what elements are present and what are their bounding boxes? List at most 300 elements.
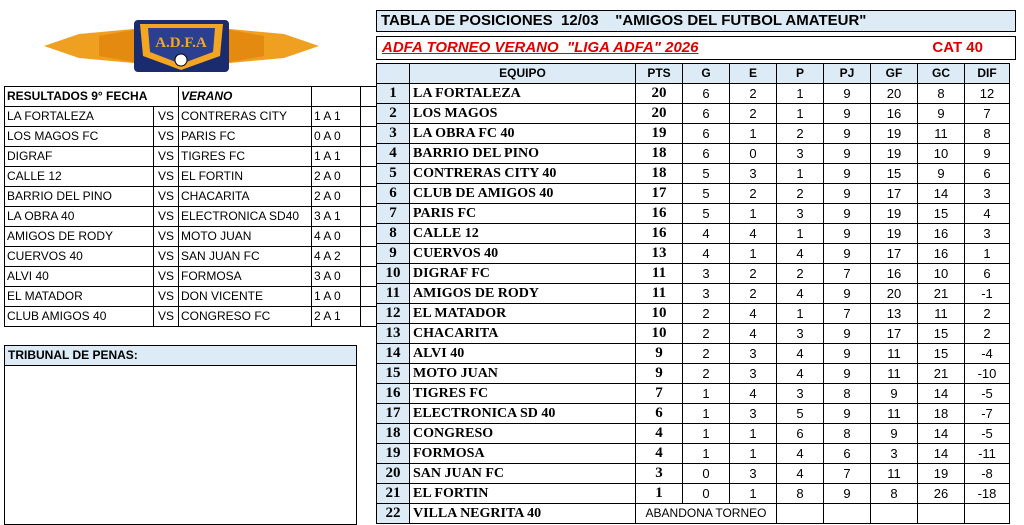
standings-row xyxy=(377,324,1010,344)
position-cell: 8 xyxy=(377,224,410,244)
stat-e: 2 xyxy=(730,184,777,204)
column-header: E xyxy=(730,64,777,84)
match-score: 1 A 1 xyxy=(312,107,361,127)
away-team: CHACARITA xyxy=(179,187,312,207)
position-cell: 10 xyxy=(377,264,410,284)
team-name: CLUB DE AMIGOS 40 xyxy=(410,184,636,204)
position-cell: 15 xyxy=(377,364,410,384)
standings-row xyxy=(377,244,1010,264)
stat-gc: 11 xyxy=(918,304,965,324)
stat-gf: 8 xyxy=(871,484,918,504)
results-title: RESULTADOS 9° FECHA xyxy=(5,87,179,107)
stat-gc: 18 xyxy=(918,404,965,424)
vs-label: VS xyxy=(154,307,179,327)
position-cell: 3 xyxy=(377,124,410,144)
match-score: 3 A 0 xyxy=(312,267,361,287)
stat-gc: 16 xyxy=(918,244,965,264)
standings-table xyxy=(376,63,1010,524)
empty-cell xyxy=(824,504,871,524)
stat-gc: 10 xyxy=(918,264,965,284)
team-name: CHACARITA xyxy=(410,324,636,344)
vs-label: VS xyxy=(154,207,179,227)
stat-pj: 6 xyxy=(824,444,871,464)
stat-e: 1 xyxy=(730,424,777,444)
stat-p: 3 xyxy=(777,204,824,224)
stat-gf: 20 xyxy=(871,284,918,304)
stat-e: 2 xyxy=(730,284,777,304)
stat-pts: 10 xyxy=(636,304,683,324)
stat-gf: 17 xyxy=(871,324,918,344)
stat-pj: 9 xyxy=(824,204,871,224)
stat-p: 4 xyxy=(777,244,824,264)
stat-gf: 15 xyxy=(871,164,918,184)
stat-pts: 4 xyxy=(636,444,683,464)
stat-p: 3 xyxy=(777,324,824,344)
standings-row xyxy=(377,224,1010,244)
stat-gc: 14 xyxy=(918,184,965,204)
standings-row xyxy=(377,264,1010,284)
team-name: CONGRESO xyxy=(410,424,636,444)
stat-pj: 9 xyxy=(824,284,871,304)
position-cell: 13 xyxy=(377,324,410,344)
stat-pts: 19 xyxy=(636,124,683,144)
tribunal-title: TRIBUNAL DE PENAS: xyxy=(5,346,356,366)
stat-p: 6 xyxy=(777,424,824,444)
stat-pts: 7 xyxy=(636,384,683,404)
stat-e: 3 xyxy=(730,404,777,424)
stat-pj: 9 xyxy=(824,84,871,104)
stat-dif: -5 xyxy=(965,424,1010,444)
match-row xyxy=(5,187,410,207)
stat-pj: 9 xyxy=(824,164,871,184)
empty-cell xyxy=(777,504,824,524)
stat-e: 4 xyxy=(730,384,777,404)
standings-row xyxy=(377,104,1010,124)
team-name: CONTRERAS CITY 40 xyxy=(410,164,636,184)
stat-g: 6 xyxy=(683,124,730,144)
standings-subtitle-bar xyxy=(376,36,1016,60)
match-score: 0 A 0 xyxy=(312,127,361,147)
team-name: BARRIO DEL PINO xyxy=(410,144,636,164)
vs-label: VS xyxy=(154,127,179,147)
stat-gf: 11 xyxy=(871,344,918,364)
stat-gf: 11 xyxy=(871,404,918,424)
stat-p: 8 xyxy=(777,484,824,504)
stat-gf: 11 xyxy=(871,364,918,384)
stat-g: 0 xyxy=(683,464,730,484)
stat-gf: 19 xyxy=(871,124,918,144)
stat-p: 1 xyxy=(777,104,824,124)
match-row xyxy=(5,247,410,267)
stat-p: 4 xyxy=(777,444,824,464)
position-cell: 16 xyxy=(377,384,410,404)
stat-g: 4 xyxy=(683,224,730,244)
stat-dif: -18 xyxy=(965,484,1010,504)
team-name: LOS MAGOS xyxy=(410,104,636,124)
away-team: FORMOSA xyxy=(179,267,312,287)
stat-gc: 14 xyxy=(918,424,965,444)
home-team: EL MATADOR xyxy=(5,287,154,307)
results-header-blank xyxy=(312,87,361,107)
stat-p: 5 xyxy=(777,404,824,424)
stat-g: 5 xyxy=(683,184,730,204)
away-team: PARIS FC xyxy=(179,127,312,147)
stat-p: 1 xyxy=(777,164,824,184)
stat-p: 4 xyxy=(777,364,824,384)
standings-row xyxy=(377,84,1010,104)
position-cell: 7 xyxy=(377,204,410,224)
stat-pts: 6 xyxy=(636,404,683,424)
match-score: 4 A 2 xyxy=(312,247,361,267)
stat-dif: 3 xyxy=(965,184,1010,204)
standings-row xyxy=(377,424,1010,444)
column-header: PJ xyxy=(824,64,871,84)
stat-e: 4 xyxy=(730,324,777,344)
stat-g: 2 xyxy=(683,364,730,384)
position-cell: 1 xyxy=(377,84,410,104)
empty-cell xyxy=(871,504,918,524)
stat-pj: 9 xyxy=(824,184,871,204)
team-name: ELECTRONICA SD 40 xyxy=(410,404,636,424)
stat-e: 0 xyxy=(730,144,777,164)
match-score: 3 A 1 xyxy=(312,207,361,227)
stat-pj: 9 xyxy=(824,104,871,124)
standings-row xyxy=(377,124,1010,144)
team-name: FORMOSA xyxy=(410,444,636,464)
stat-gc: 21 xyxy=(918,364,965,384)
home-team: AMIGOS DE RODY xyxy=(5,227,154,247)
stat-e: 2 xyxy=(730,84,777,104)
match-row xyxy=(5,107,410,127)
match-score: 2 A 0 xyxy=(312,187,361,207)
team-name: AMIGOS DE RODY xyxy=(410,284,636,304)
match-score: 2 A 1 xyxy=(312,307,361,327)
stat-p: 3 xyxy=(777,144,824,164)
stat-pj: 9 xyxy=(824,364,871,384)
position-cell: 17 xyxy=(377,404,410,424)
match-row xyxy=(5,147,410,167)
stat-e: 1 xyxy=(730,124,777,144)
stat-gf: 9 xyxy=(871,384,918,404)
away-team: CONTRERAS CITY xyxy=(179,107,312,127)
standings-row xyxy=(377,184,1010,204)
stat-dif: -11 xyxy=(965,444,1010,464)
stat-p: 2 xyxy=(777,264,824,284)
stat-dif: -1 xyxy=(965,284,1010,304)
stat-dif: 3 xyxy=(965,224,1010,244)
away-team: MOTO JUAN xyxy=(179,227,312,247)
stat-g: 2 xyxy=(683,304,730,324)
stat-pts: 18 xyxy=(636,144,683,164)
stat-dif: 9 xyxy=(965,144,1010,164)
vs-label: VS xyxy=(154,187,179,207)
stat-pj: 7 xyxy=(824,264,871,284)
stat-pts: 11 xyxy=(636,284,683,304)
empty-cell xyxy=(918,504,965,524)
position-cell: 6 xyxy=(377,184,410,204)
stat-dif: -4 xyxy=(965,344,1010,364)
stat-g: 3 xyxy=(683,264,730,284)
home-team: BARRIO DEL PINO xyxy=(5,187,154,207)
home-team: CUERVOS 40 xyxy=(5,247,154,267)
stat-pts: 9 xyxy=(636,364,683,384)
stat-dif: -5 xyxy=(965,384,1010,404)
standings-row xyxy=(377,364,1010,384)
stat-e: 4 xyxy=(730,304,777,324)
stat-gc: 19 xyxy=(918,464,965,484)
home-team: LA OBRA 40 xyxy=(5,207,154,227)
stat-p: 3 xyxy=(777,384,824,404)
standings-row-abandoned xyxy=(377,504,1010,524)
match-score: 1 A 1 xyxy=(312,147,361,167)
category-label: CAT 40 xyxy=(932,39,983,56)
stat-g: 3 xyxy=(683,284,730,304)
empty-cell xyxy=(965,504,1010,524)
stat-gc: 14 xyxy=(918,444,965,464)
stat-dif: 12 xyxy=(965,84,1010,104)
header-blank xyxy=(377,64,410,84)
match-row xyxy=(5,207,410,227)
position-cell: 4 xyxy=(377,144,410,164)
position-cell: 20 xyxy=(377,464,410,484)
stat-gc: 14 xyxy=(918,384,965,404)
team-name: TIGRES FC xyxy=(410,384,636,404)
standings-row xyxy=(377,384,1010,404)
stat-g: 0 xyxy=(683,484,730,504)
stat-pts: 13 xyxy=(636,244,683,264)
stat-pj: 9 xyxy=(824,324,871,344)
standings-row xyxy=(377,284,1010,304)
team-name: MOTO JUAN xyxy=(410,364,636,384)
vs-label: VS xyxy=(154,247,179,267)
stat-p: 4 xyxy=(777,464,824,484)
standings-row xyxy=(377,444,1010,464)
stat-pts: 20 xyxy=(636,84,683,104)
position-cell: 12 xyxy=(377,304,410,324)
stat-e: 2 xyxy=(730,104,777,124)
match-score: 4 A 0 xyxy=(312,227,361,247)
standings-row xyxy=(377,144,1010,164)
stat-pj: 7 xyxy=(824,304,871,324)
stat-gc: 9 xyxy=(918,104,965,124)
stat-g: 2 xyxy=(683,324,730,344)
tournament-name: ADFA TORNEO VERANO "LIGA ADFA" 2026 xyxy=(382,39,699,56)
stat-gf: 17 xyxy=(871,184,918,204)
stat-pj: 7 xyxy=(824,464,871,484)
position-cell: 21 xyxy=(377,484,410,504)
stat-dif: -7 xyxy=(965,404,1010,424)
standings-row xyxy=(377,204,1010,224)
stat-e: 1 xyxy=(730,484,777,504)
column-header: DIF xyxy=(965,64,1010,84)
vs-label: VS xyxy=(154,167,179,187)
home-team: LOS MAGOS FC xyxy=(5,127,154,147)
stat-p: 1 xyxy=(777,224,824,244)
stat-g: 1 xyxy=(683,424,730,444)
column-header: PTS xyxy=(636,64,683,84)
team-name: ALVI 40 xyxy=(410,344,636,364)
stat-dif: 4 xyxy=(965,204,1010,224)
stat-pj: 9 xyxy=(824,484,871,504)
vs-label: VS xyxy=(154,267,179,287)
team-name: LA FORTALEZA xyxy=(410,84,636,104)
match-row xyxy=(5,287,410,307)
abandoned-note: ABANDONA TORNEO xyxy=(636,504,777,524)
stat-pts: 18 xyxy=(636,164,683,184)
stat-e: 1 xyxy=(730,244,777,264)
standings-row xyxy=(377,164,1010,184)
stat-p: 2 xyxy=(777,124,824,144)
stat-g: 1 xyxy=(683,444,730,464)
stat-g: 5 xyxy=(683,204,730,224)
stat-gf: 20 xyxy=(871,84,918,104)
match-row xyxy=(5,227,410,247)
logo-text: A.D.F.A xyxy=(155,35,207,51)
column-header: EQUIPO xyxy=(410,64,636,84)
standings-row xyxy=(377,464,1010,484)
stat-gc: 15 xyxy=(918,344,965,364)
home-team: DIGRAF xyxy=(5,147,154,167)
position-cell: 22 xyxy=(377,504,410,524)
team-name: CALLE 12 xyxy=(410,224,636,244)
stat-g: 5 xyxy=(683,164,730,184)
stat-gf: 13 xyxy=(871,304,918,324)
stat-p: 1 xyxy=(777,304,824,324)
match-row xyxy=(5,307,410,327)
results-header-row xyxy=(5,87,410,107)
standings-row xyxy=(377,404,1010,424)
tribunal-box xyxy=(4,345,357,525)
standings-title: TABLA DE POSICIONES 12/03 "AMIGOS DEL FUTBOL AMATEUR" xyxy=(376,10,1016,32)
stat-gc: 9 xyxy=(918,164,965,184)
stat-pj: 9 xyxy=(824,224,871,244)
stat-pj: 9 xyxy=(824,344,871,364)
stat-pj: 8 xyxy=(824,424,871,444)
position-cell: 2 xyxy=(377,104,410,124)
home-team: CLUB AMIGOS 40 xyxy=(5,307,154,327)
stat-dif: 1 xyxy=(965,244,1010,264)
stat-e: 3 xyxy=(730,344,777,364)
stat-p: 4 xyxy=(777,344,824,364)
stat-dif: -10 xyxy=(965,364,1010,384)
stat-pj: 9 xyxy=(824,144,871,164)
column-header: GC xyxy=(918,64,965,84)
stat-p: 2 xyxy=(777,184,824,204)
match-row xyxy=(5,267,410,287)
stat-e: 3 xyxy=(730,464,777,484)
stat-pts: 1 xyxy=(636,484,683,504)
stat-gf: 19 xyxy=(871,144,918,164)
stat-dif: 8 xyxy=(965,124,1010,144)
position-cell: 18 xyxy=(377,424,410,444)
team-name: VILLA NEGRITA 40 xyxy=(410,504,636,524)
match-score: 2 A 0 xyxy=(312,167,361,187)
standings-row xyxy=(377,484,1010,504)
stat-p: 4 xyxy=(777,284,824,304)
away-team: CONGRESO FC xyxy=(179,307,312,327)
stat-g: 2 xyxy=(683,344,730,364)
adfa-logo xyxy=(44,16,319,76)
away-team: SAN JUAN FC xyxy=(179,247,312,267)
stat-e: 1 xyxy=(730,204,777,224)
stat-e: 3 xyxy=(730,164,777,184)
team-name: EL FORTIN xyxy=(410,484,636,504)
stat-gc: 21 xyxy=(918,284,965,304)
stat-e: 1 xyxy=(730,444,777,464)
stat-gf: 11 xyxy=(871,464,918,484)
position-cell: 19 xyxy=(377,444,410,464)
match-row xyxy=(5,167,410,187)
stat-gc: 15 xyxy=(918,204,965,224)
stat-g: 4 xyxy=(683,244,730,264)
stat-e: 3 xyxy=(730,364,777,384)
stat-e: 4 xyxy=(730,224,777,244)
stat-gf: 16 xyxy=(871,104,918,124)
stat-pts: 17 xyxy=(636,184,683,204)
stat-gc: 15 xyxy=(918,324,965,344)
team-name: LA OBRA FC 40 xyxy=(410,124,636,144)
stat-gf: 17 xyxy=(871,244,918,264)
stat-gc: 26 xyxy=(918,484,965,504)
stat-e: 2 xyxy=(730,264,777,284)
vs-label: VS xyxy=(154,287,179,307)
standings-header-row xyxy=(377,64,1010,84)
away-team: TIGRES FC xyxy=(179,147,312,167)
stat-g: 6 xyxy=(683,144,730,164)
stat-pj: 9 xyxy=(824,404,871,424)
team-name: CUERVOS 40 xyxy=(410,244,636,264)
stat-pts: 20 xyxy=(636,104,683,124)
stat-g: 6 xyxy=(683,104,730,124)
away-team: ELECTRONICA SD40 xyxy=(179,207,312,227)
stat-g: 6 xyxy=(683,84,730,104)
stat-g: 1 xyxy=(683,384,730,404)
column-header: P xyxy=(777,64,824,84)
stat-pts: 10 xyxy=(636,324,683,344)
stat-g: 1 xyxy=(683,404,730,424)
vs-label: VS xyxy=(154,147,179,167)
column-header: G xyxy=(683,64,730,84)
team-name: EL MATADOR xyxy=(410,304,636,324)
stat-gf: 19 xyxy=(871,204,918,224)
results-season: VERANO xyxy=(179,87,312,107)
standings-row xyxy=(377,344,1010,364)
home-team: LA FORTALEZA xyxy=(5,107,154,127)
stat-gf: 16 xyxy=(871,264,918,284)
vs-label: VS xyxy=(154,227,179,247)
stat-pts: 16 xyxy=(636,224,683,244)
match-row xyxy=(5,127,410,147)
stat-dif: 2 xyxy=(965,304,1010,324)
stat-dif: 6 xyxy=(965,264,1010,284)
standings-row xyxy=(377,304,1010,324)
stat-p: 1 xyxy=(777,84,824,104)
stat-dif: 7 xyxy=(965,104,1010,124)
stat-gc: 11 xyxy=(918,124,965,144)
stat-pj: 9 xyxy=(824,124,871,144)
stat-pts: 4 xyxy=(636,424,683,444)
team-name: SAN JUAN FC xyxy=(410,464,636,484)
stat-pts: 9 xyxy=(636,344,683,364)
match-score: 1 A 0 xyxy=(312,287,361,307)
stat-pts: 11 xyxy=(636,264,683,284)
position-cell: 11 xyxy=(377,284,410,304)
stat-gf: 3 xyxy=(871,444,918,464)
vs-label: VS xyxy=(154,107,179,127)
home-team: ALVI 40 xyxy=(5,267,154,287)
position-cell: 14 xyxy=(377,344,410,364)
stat-dif: 2 xyxy=(965,324,1010,344)
